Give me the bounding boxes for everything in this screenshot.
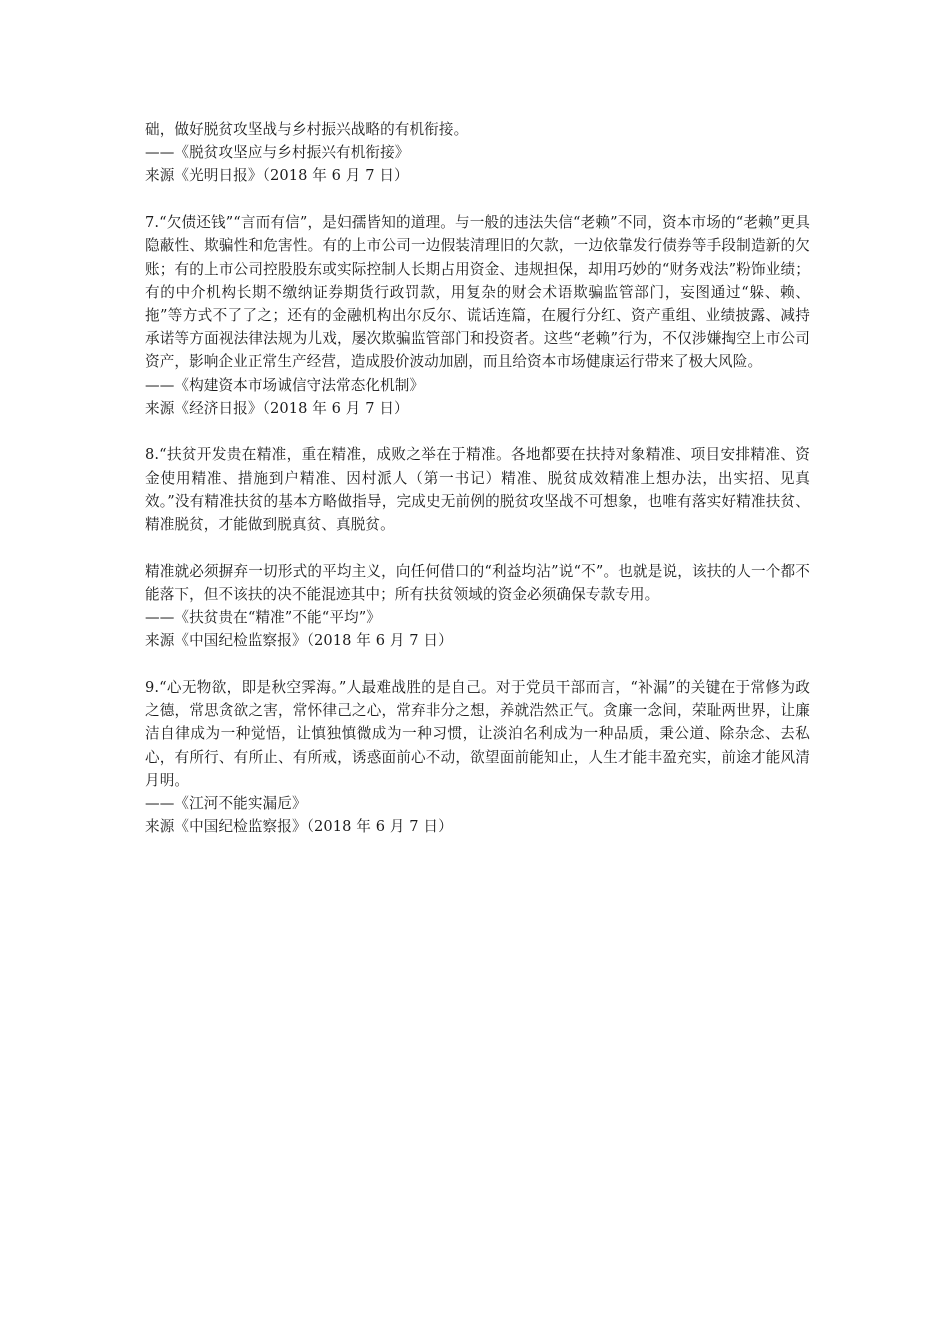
- section-7: [145, 211, 810, 420]
- section-6-tail: [145, 118, 810, 188]
- source-line: 来源《光明日报》（2018 年 6 月 7 日）: [145, 167, 409, 185]
- paragraph: 础，做好脱贫攻坚战与乡村振兴战略的有机衔接。: [145, 121, 469, 138]
- document-page: [145, 118, 810, 838]
- section-9: [145, 676, 810, 838]
- source-line: 来源《经济日报》（2018 年 6 月 7 日）: [145, 399, 409, 417]
- source-line: 来源《中国纪检监察报》（2018 年 6 月 7 日）: [145, 818, 453, 836]
- attribution: ——《扶贫贵在“精准”不能“平均”》: [145, 609, 381, 627]
- paragraph: 8.“扶贫开发贵在精准，重在精准，成败之举在于精准。各地都要在扶持对象精准、项目安排精准、资金使用精准、措施到户精准、因村派人（第一书记）精准、脱贫成效精准上想办法，出实招、见真效。”没有精准扶贫的基本方略做指导，完成史无前例的脱贫攻坚战不可想象，也唯有落实好精准扶贫、精准脱贫，才能做到脱真贫、真脱贫。: [145, 446, 810, 534]
- section-8: [145, 443, 810, 652]
- attribution: ——《江河不能实漏卮》: [145, 795, 307, 813]
- paragraph: 精准就必须摒弃一切形式的平均主义，向任何借口的“利益均沾”说“不”。也就是说，该扶的人一个都不能落下，但不该扶的决不能混迹其中；所有扶贫领域的资金必须确保专款专用。: [145, 562, 810, 603]
- source-line: 来源《中国纪检监察报》（2018 年 6 月 7 日）: [145, 632, 453, 650]
- paragraph: 9.“心无物欲，即是秋空霁海。”人最难战胜的是自己。对于党员干部而言，“补漏”的关键在于常修为政之德，常思贪欲之害，常怀律己之心，常弃非分之想，养就浩然正气。贪廉一念间，荣耻两世界，让廉洁自律成为一种觉悟，让慎独慎微成为一种习惯，让淡泊名利成为一种品质，秉公道、除杂念、去私心，有所行、有所止、有所戒，诱惑面前心不动，欲望面前能知止，人生才能丰盈充实，前途才能风清月明。: [145, 679, 810, 789]
- paragraph: 7.“欠债还钱”“言而有信”，是妇孺皆知的道理。与一般的违法失信“老赖”不同，资本市场的“老赖”更具隐蔽性、欺骗性和危害性。有的上市公司一边假装清理旧的欠款，一边依靠发行债券等手段制造新的欠账；有的上市公司控股股东或实际控制人长期占用资金、违规担保，却用巧妙的“财务戏法”粉饰业绩；有的中介机构长期不缴纳证券期货行政罚款，用复杂的财会术语欺骗监管部门，妄图通过“躲、赖、拖”等方式不了了之；还有的金融机构出尔反尔、谎话连篇，在履行分红、资产重组、业绩披露、减持承诺等方面视法律法规为儿戏，屡次欺骗监管部门和投资者。这些“老赖”行为，不仅涉嫌掏空上市公司资产，影响企业正常生产经营，造成股价波动加剧，而且给资本市场健康运行带来了极大风险。: [145, 214, 810, 371]
- attribution: ——《构建资本市场诚信守法常态化机制》: [145, 376, 425, 394]
- attribution: ——《脱贫攻坚应与乡村振兴有机衔接》: [145, 144, 410, 162]
